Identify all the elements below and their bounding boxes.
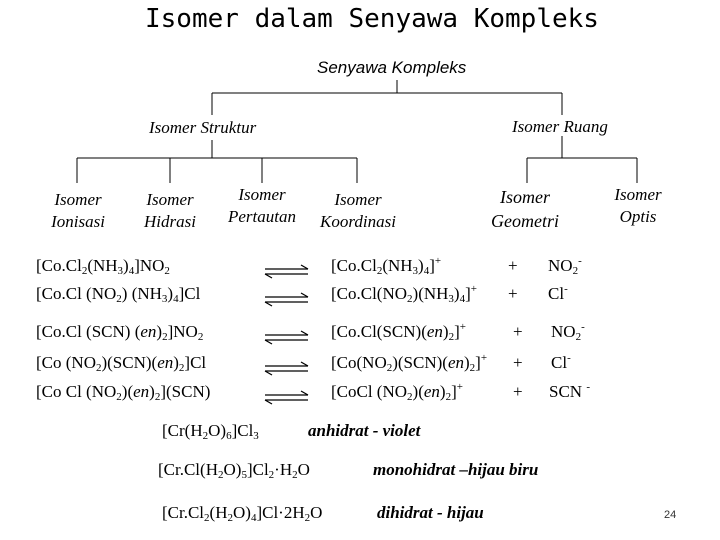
equilibrium-arrow-1 <box>265 265 308 278</box>
reaction-right: $[Co.Cl_2(NH_3)_4]^+$ <box>331 255 442 277</box>
hydrate-note: dihidrat - hijau <box>377 503 484 522</box>
leaf-isomer-ionisasi <box>40 189 116 233</box>
equilibrium-arrow-5 <box>265 391 308 404</box>
reaction-right: $[Co(NO_2)(SCN)(en)_2]^+$ <box>331 352 488 374</box>
branch-isomer-struktur: Isomer Struktur <box>149 118 257 137</box>
leaf-isomer-optis <box>600 184 676 228</box>
equilibrium-arrow-4 <box>265 362 308 375</box>
hydrate-note: monohidrat –hijau biru <box>373 460 539 479</box>
leaf-isomer-geometri <box>480 185 570 233</box>
hydrate-note: anhidrat - violet <box>308 421 421 440</box>
leaf-line: Hidrasi <box>144 212 196 231</box>
leaf-line: Isomer <box>54 190 102 209</box>
page-title: Isomer dalam Senyawa Kompleks <box>145 4 599 34</box>
reaction-plus: + <box>508 256 518 275</box>
hydrate-formula: $[Cr(H_2O)_6]Cl_3$ <box>162 421 259 442</box>
leaf-line: Isomer <box>500 187 550 207</box>
leaf-line: Isomer <box>238 185 286 204</box>
reaction-left: [Co.Cl $(NO_2)$ $(NH_3)_4]Cl$ <box>36 284 201 305</box>
hydrate-formula: $[Cr.Cl(H_2O)_5]Cl_2\cdot H_2O$ <box>158 460 310 481</box>
leaf-isomer-koordinasi <box>310 189 406 233</box>
reaction-left: [Co.Cl (SCN) $(en)_2]NO_2$ <box>36 322 204 343</box>
reaction-right: $[Co.Cl(NO_2)(NH_3)_4]^+$ <box>331 283 477 305</box>
leaf-line: Isomer <box>614 185 662 204</box>
leaf-line: Geometri <box>491 211 559 231</box>
branch-isomer-ruang: Isomer Ruang <box>512 117 608 136</box>
reaction-plus: + <box>513 353 523 372</box>
page-number: 24 <box>664 509 677 521</box>
reaction-plus: + <box>513 382 523 401</box>
reaction-ion: Cl- <box>548 283 568 303</box>
leaf-line: Optis <box>619 207 657 226</box>
reaction-right: $[Co.Cl(SCN)(en)_2]^+$ <box>331 321 466 343</box>
equilibrium-arrow-2 <box>265 293 308 306</box>
equilibrium-arrows <box>265 265 308 404</box>
reaction-ion: $NO_2^-$ <box>551 321 585 343</box>
reaction-ion: $NO_2^-$ <box>548 255 582 277</box>
leaf-line: Koordinasi <box>320 212 396 231</box>
reaction-ion: SCN - <box>549 381 590 401</box>
leaf-line: Isomer <box>334 190 382 209</box>
root-node: Senyawa Kompleks <box>317 58 467 77</box>
reaction-plus: + <box>508 284 518 303</box>
reaction-plus: + <box>513 322 523 341</box>
leaf-line: Pertautan <box>228 207 296 226</box>
leaf-line: Ionisasi <box>51 212 105 231</box>
reaction-left: [Co $(NO_2)(SCN)(en)_2]Cl$ <box>36 353 207 374</box>
equilibrium-arrow-3 <box>265 331 308 344</box>
leaf-isomer-hidrasi <box>132 189 208 233</box>
reaction-ion: Cl- <box>551 352 571 372</box>
reaction-left: [Co Cl $(NO_2)(en)_2](SCN)$ <box>36 382 211 403</box>
reaction-right: [CoCl $(NO_2)(en)_2]^+$ <box>331 381 463 403</box>
leaf-line: Isomer <box>146 190 194 209</box>
reaction-left: $[Co.Cl_2(NH_3)_4]NO_2$ <box>36 256 170 277</box>
leaf-isomer-pertautan <box>219 184 305 228</box>
hydrate-formula: $[Cr.Cl_2(H_2O)_4]Cl\cdot 2H_2O$ <box>162 503 323 524</box>
